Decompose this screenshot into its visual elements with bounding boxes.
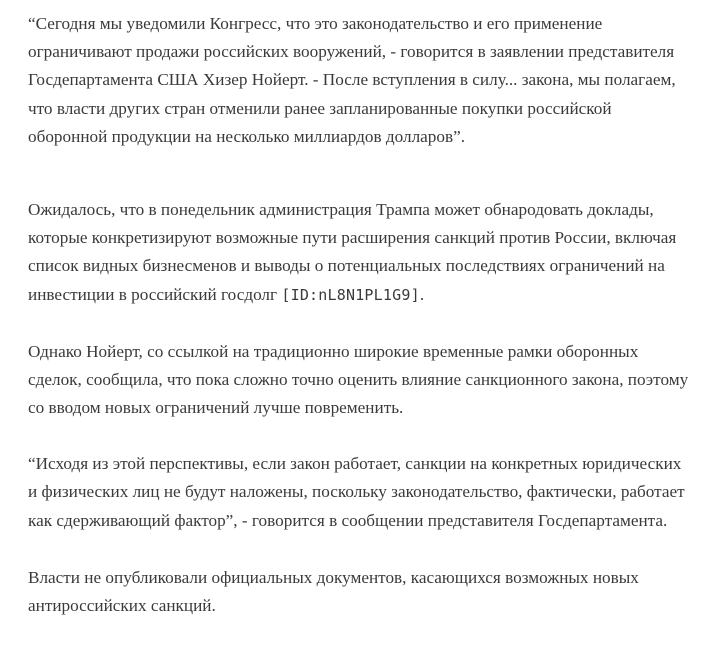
paragraph-3 xyxy=(28,338,718,423)
text-line: “Сегодня мы уведомили Конгресс, что это законодательство и его применение xyxy=(28,14,603,33)
text-line: сделок, сообщила, что пока сложно точно оценить влияние санкционного закона, поэтому xyxy=(28,369,689,389)
text-line: Однако Нойерт, со ссылкой на традиционно широкие временные рамки оборонных xyxy=(28,341,639,361)
article-body xyxy=(28,10,718,620)
text-line: как сдерживающий фактор”, - говорится в сообщении представителя Госдепартамента. xyxy=(28,510,668,530)
text-segment: . xyxy=(419,284,425,304)
paragraph-5 xyxy=(28,564,718,620)
text-line: антироссийских санкций. xyxy=(28,596,216,615)
text-line-with-id xyxy=(28,281,718,309)
text-line: оборонной продукции на несколько миллиардов долларов”. xyxy=(28,126,466,146)
text-line: Ожидалось, что в понедельник администрация Трампа может обнародовать доклады, xyxy=(28,199,654,219)
text-line: со вводом новых ограничений лучше повременить. xyxy=(28,398,404,418)
text-line: Власти не опубликовали официальных документов, касающихся возможных новых xyxy=(28,567,639,587)
text-line: которые конкретизируют возможные пути расширения санкций против России, включая xyxy=(28,228,677,248)
text-segment: инвестиции в российский госдолг xyxy=(28,284,282,304)
paragraph-2 xyxy=(28,196,718,309)
story-id-tag: [ID:nL8N1PL1G9] xyxy=(281,285,420,304)
text-line: ограничивают продажи российских вооружений, - говорится в заявлении представителя xyxy=(28,42,675,62)
text-line: и физических лиц не будут наложены, поскольку законодательство, фактически, работает xyxy=(28,482,685,502)
text-line: список видных бизнесменов и выводы о потенциальных последствиях ограничений на xyxy=(28,256,665,276)
text-line: что власти других стран отменили ранее запланированные покупки российской xyxy=(28,98,612,118)
text-line: Госдепартамента США Хизер Нойерт. - После вступления в силу... закона, мы полагаем, xyxy=(28,70,676,90)
paragraph-1 xyxy=(28,10,718,151)
text-line: “Исходя из этой перспективы, если закон работает, санкции на конкретных юридических xyxy=(28,454,682,474)
paragraph-4 xyxy=(28,450,718,535)
